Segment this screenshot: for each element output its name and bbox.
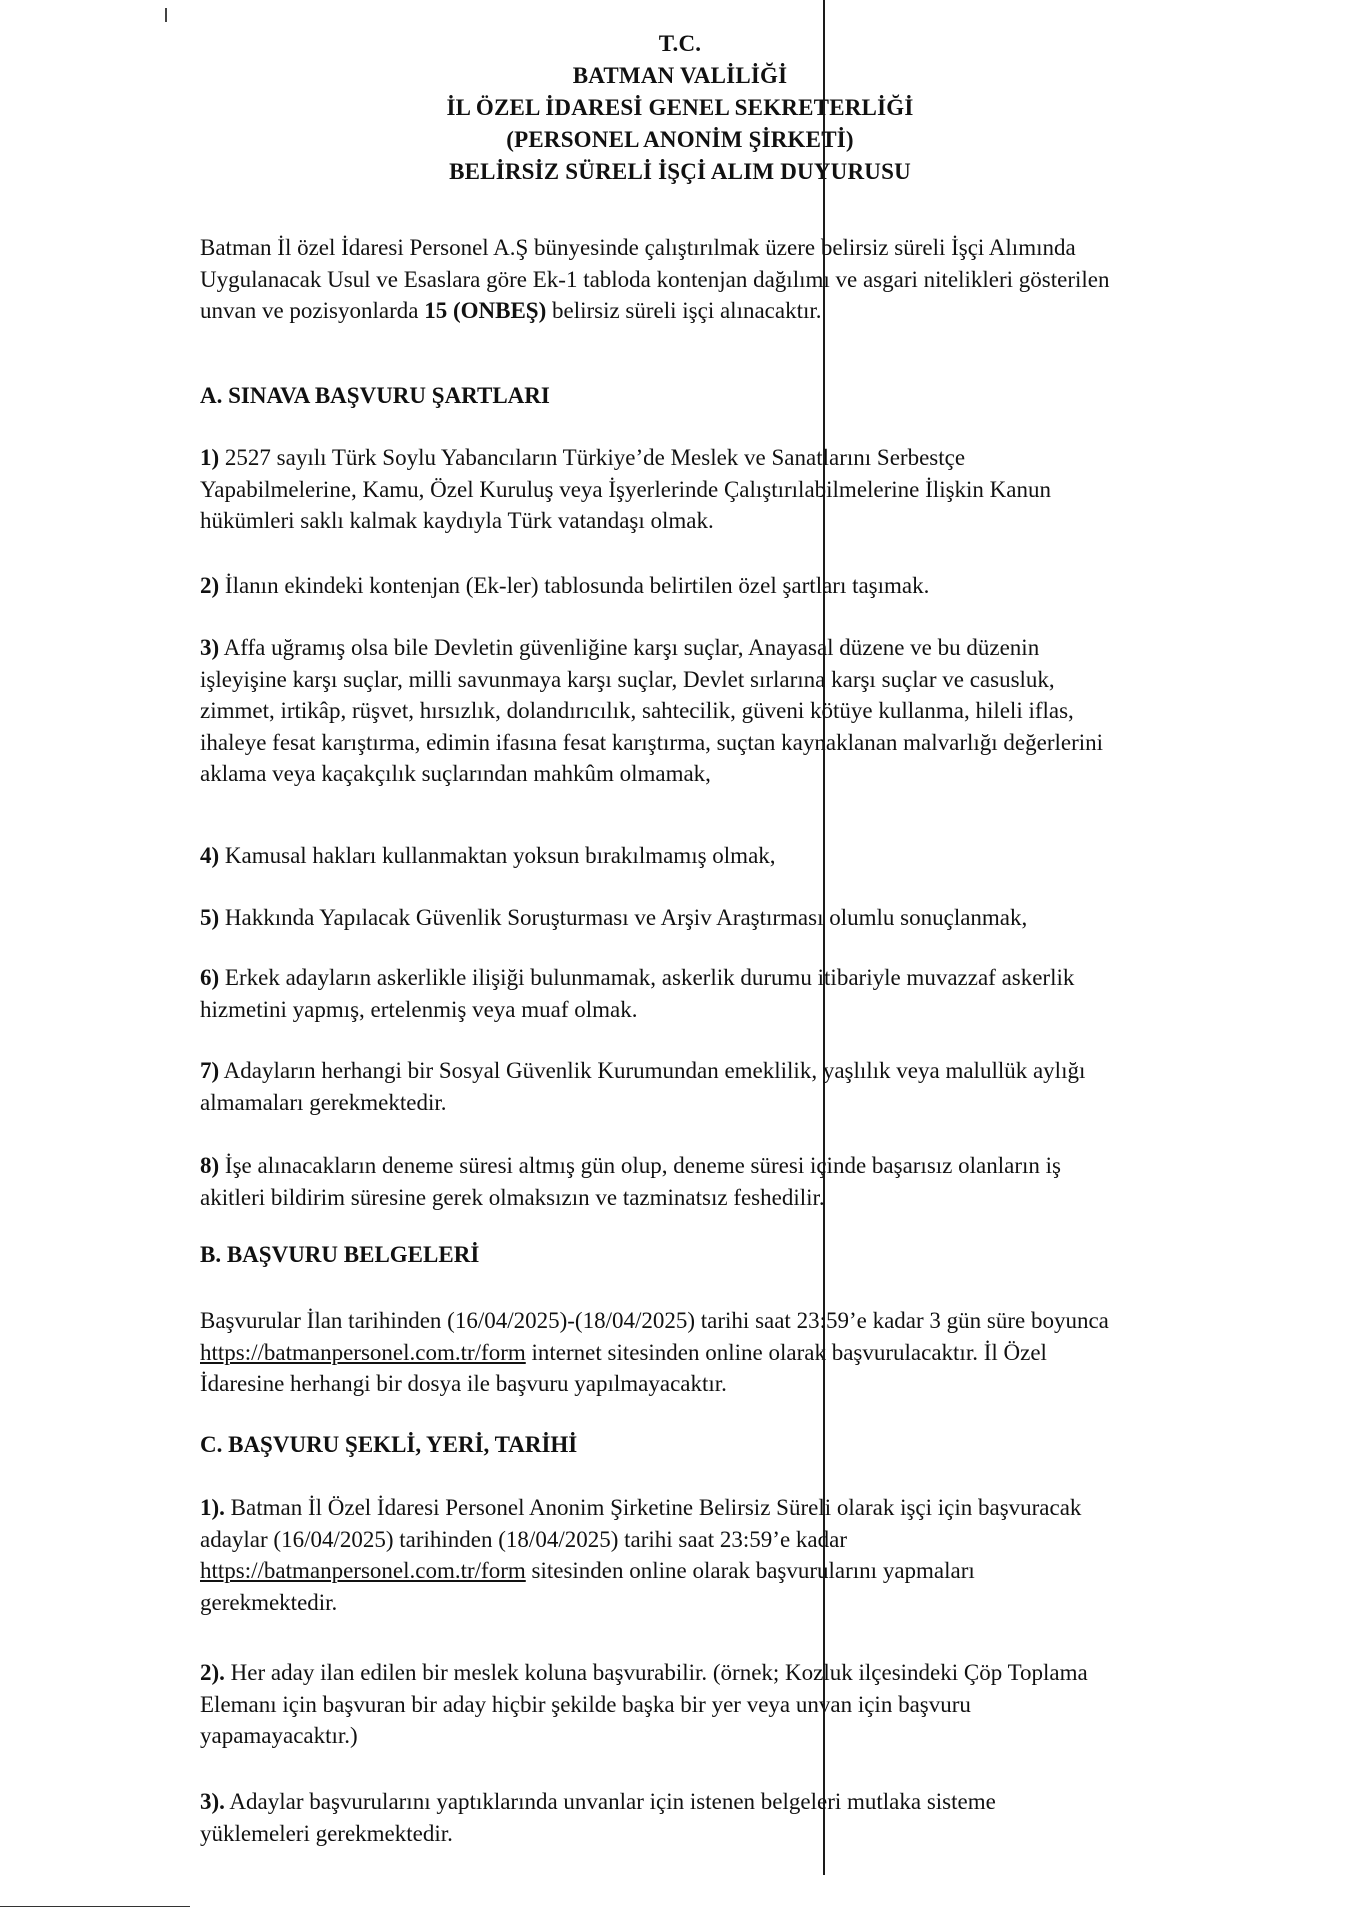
requirement-item-6 — [200, 962, 1280, 1025]
item-line: almamaları gerekmektedir. — [200, 1089, 447, 1115]
item-line — [200, 902, 1280, 934]
item-line — [200, 840, 1280, 872]
item-line: hizmetini yapmış, ertelenmiş veya muaf olmak. — [200, 996, 638, 1022]
item-number: 7) — [200, 1058, 220, 1083]
item-number: 3). — [200, 1789, 225, 1814]
application-item-1 — [200, 1492, 1280, 1618]
paragraph-line — [200, 1337, 1280, 1369]
item-line — [200, 962, 1280, 994]
item-text: Kamusal hakları kullanmaktan yoksun bırakılmamış olmak, — [224, 843, 776, 868]
requirement-item-3 — [200, 632, 1280, 790]
item-line — [200, 1150, 1280, 1182]
section-c-title: C. BAŞVURU ŞEKLİ, YERİ, TARİHİ — [200, 1432, 578, 1457]
item-text: Adaylar başvurularını yaptıklarında unvanlar için istenen belgeleri mutlaka sisteme — [229, 1789, 996, 1814]
item-number: 4) — [200, 843, 220, 868]
paragraph-line: Başvurular İlan tarihinden (16/04/2025)-(18/04/2025) tarihi saat 23:59’e kadar 3 gün süre boyunca — [200, 1308, 1109, 1333]
item-line — [200, 1786, 1280, 1818]
item-text: Adayların herhangi bir Sosyal Güvenlik Kurumundan emeklilik, yaşlılık veya malullük aylığı — [223, 1058, 1086, 1083]
item-line: Yapabilmelerine, Kamu, Özel Kuruluş veya İşyerlerinde Çalıştırılabilmelerine İlişkin Kanun — [200, 476, 1051, 502]
item-line: yüklemeleri gerekmektedir. — [200, 1820, 453, 1846]
paragraph-line: İdaresine herhangi bir dosya ile başvuru yapılmayacaktır. — [200, 1371, 727, 1396]
item-line: ihaleye fesat karıştırma, edimin ifasına fesat karıştırma, suçtan kaynaklanan malvarlığı değerlerini — [200, 729, 1104, 755]
item-text: Affa uğramış olsa bile Devletin güvenliğine karşı suçlar, Anayasal düzene ve bu düzenin — [223, 635, 1040, 660]
intro-paragraph — [200, 232, 1280, 327]
item-text: Hakkında Yapılacak Güvenlik Soruşturması ve Arşiv Araştırması olumlu sonuçlanmak, — [224, 905, 1028, 930]
requirement-item-4 — [200, 840, 1280, 872]
requirement-item-5 — [200, 902, 1280, 934]
item-text: sitesinden online olarak başvurularını yapmaları — [525, 1558, 975, 1583]
item-line — [200, 1555, 1280, 1587]
item-line: yapamayacaktır.) — [200, 1723, 358, 1748]
item-line: işleyişine karşı suçlar, milli savunmaya karşı suçlar, Devlet sırlarına karşı suçlar ve casusluk, — [200, 666, 1055, 692]
item-line: Elemanı için başvuran bir aday hiçbir şekilde başka bir yer veya unvan için başvuru — [200, 1691, 971, 1717]
requirement-item-8 — [200, 1150, 1280, 1213]
item-text: Erkek adayların askerlikle ilişiği bulunmamak, askerlik durumu itibariyle muvazzaf askerlik — [224, 965, 1075, 990]
item-text: 2527 sayılı Türk Soylu Yabancıların Türkiye’de Meslek ve Sanatlarını Serbestçe — [224, 445, 966, 470]
header-line-personel-as: (PERSONEL ANONİM ŞİRKETİ) — [506, 127, 854, 152]
intro-line: Uygulanacak Usul ve Esaslara göre Ek-1 tabloda kontenjan dağılımı ve asgari nitelikleri gösterilen — [200, 266, 1110, 292]
application-form-link[interactable]: https://batmanpersonel.com.tr/form — [200, 1558, 526, 1583]
item-line — [200, 570, 1280, 602]
intro-line — [200, 295, 1280, 327]
item-number: 2) — [200, 573, 220, 598]
scan-bottom-rule — [0, 1906, 190, 1907]
application-form-link[interactable]: https://batmanpersonel.com.tr/form — [200, 1339, 526, 1365]
item-line: akitleri bildirim süresine gerek olmaksızın ve tazminatsız feshedilir. — [200, 1184, 825, 1210]
intro-text: belirsiz süreli işçi alınacaktır. — [546, 298, 822, 323]
item-line — [200, 632, 1280, 664]
item-line — [200, 1492, 1280, 1524]
application-item-2 — [200, 1657, 1280, 1752]
section-a-title: A. SINAVA BAŞVURU ŞARTLARI — [200, 383, 550, 408]
scan-mark — [165, 8, 167, 22]
item-line — [200, 442, 1280, 474]
item-number: 8) — [200, 1153, 220, 1178]
paragraph-text: internet sitesinden online olarak başvurulacaktır. İl Özel — [525, 1339, 1047, 1365]
requirement-item-1 — [200, 442, 1280, 537]
item-line: hükümleri saklı kalmak kaydıyla Türk vatandaşı olmak. — [200, 508, 714, 533]
requirement-item-7 — [200, 1055, 1280, 1118]
item-text: Batman İl Özel İdaresi Personel Anonim Şirketine Belirsiz Süreli olarak işçi için başvuracak — [230, 1495, 1082, 1520]
header-line-genel-sekreterlik: İL ÖZEL İDARESİ GENEL SEKRETERLİĞİ — [446, 95, 914, 120]
requirement-item-2 — [200, 570, 1280, 602]
document-header — [300, 28, 1060, 188]
item-line: gerekmektedir. — [200, 1589, 338, 1615]
item-text: İşe alınacakların deneme süresi altmış gün olup, deneme süresi içinde başarısız olanların iş — [224, 1153, 1061, 1178]
item-line: aklama veya kaçakçılık suçlarından mahkûm olmamak, — [200, 761, 711, 786]
item-number: 3) — [200, 635, 220, 660]
item-line — [200, 1055, 1280, 1087]
intro-text: unvan ve pozisyonlarda — [200, 298, 425, 323]
item-number: 6) — [200, 965, 220, 990]
item-text: İlanın ekindeki kontenjan (Ek-ler) tablosunda belirtilen özel şartları taşımak. — [224, 573, 930, 598]
section-b-paragraph — [200, 1305, 1280, 1400]
header-line-valilik: BATMAN VALİLİĞİ — [572, 63, 788, 88]
application-item-3 — [200, 1786, 1280, 1849]
intro-count: 15 (ONBEŞ) — [424, 298, 547, 323]
item-line: adaylar (16/04/2025) tarihinden (18/04/2025) tarihi saat 23:59’e kadar — [200, 1526, 847, 1552]
intro-line: Batman İl özel İdaresi Personel A.Ş bünyesinde çalıştırılmak üzere belirsiz süreli İşçi Alımında — [200, 235, 1076, 260]
section-b-title: B. BAŞVURU BELGELERİ — [200, 1242, 480, 1267]
item-number: 5) — [200, 905, 220, 930]
item-line — [200, 1657, 1280, 1689]
item-number: 2). — [200, 1660, 225, 1685]
header-line-tc: T.C. — [658, 31, 702, 56]
item-line: zimmet, irtikâp, rüşvet, hırsızlık, dolandırıcılık, sahtecilik, güveni kötüye kullanma, hileli iflas, — [200, 698, 1074, 723]
item-number: 1). — [200, 1495, 225, 1520]
item-text: Her aday ilan edilen bir meslek koluna başvurabilir. (örnek; Kozluk ilçesindeki Çöp Toplama — [230, 1660, 1088, 1685]
header-line-duyuru-title: BELİRSİZ SÜRELİ İŞÇİ ALIM DUYURUSU — [449, 159, 911, 184]
item-number: 1) — [200, 445, 220, 470]
